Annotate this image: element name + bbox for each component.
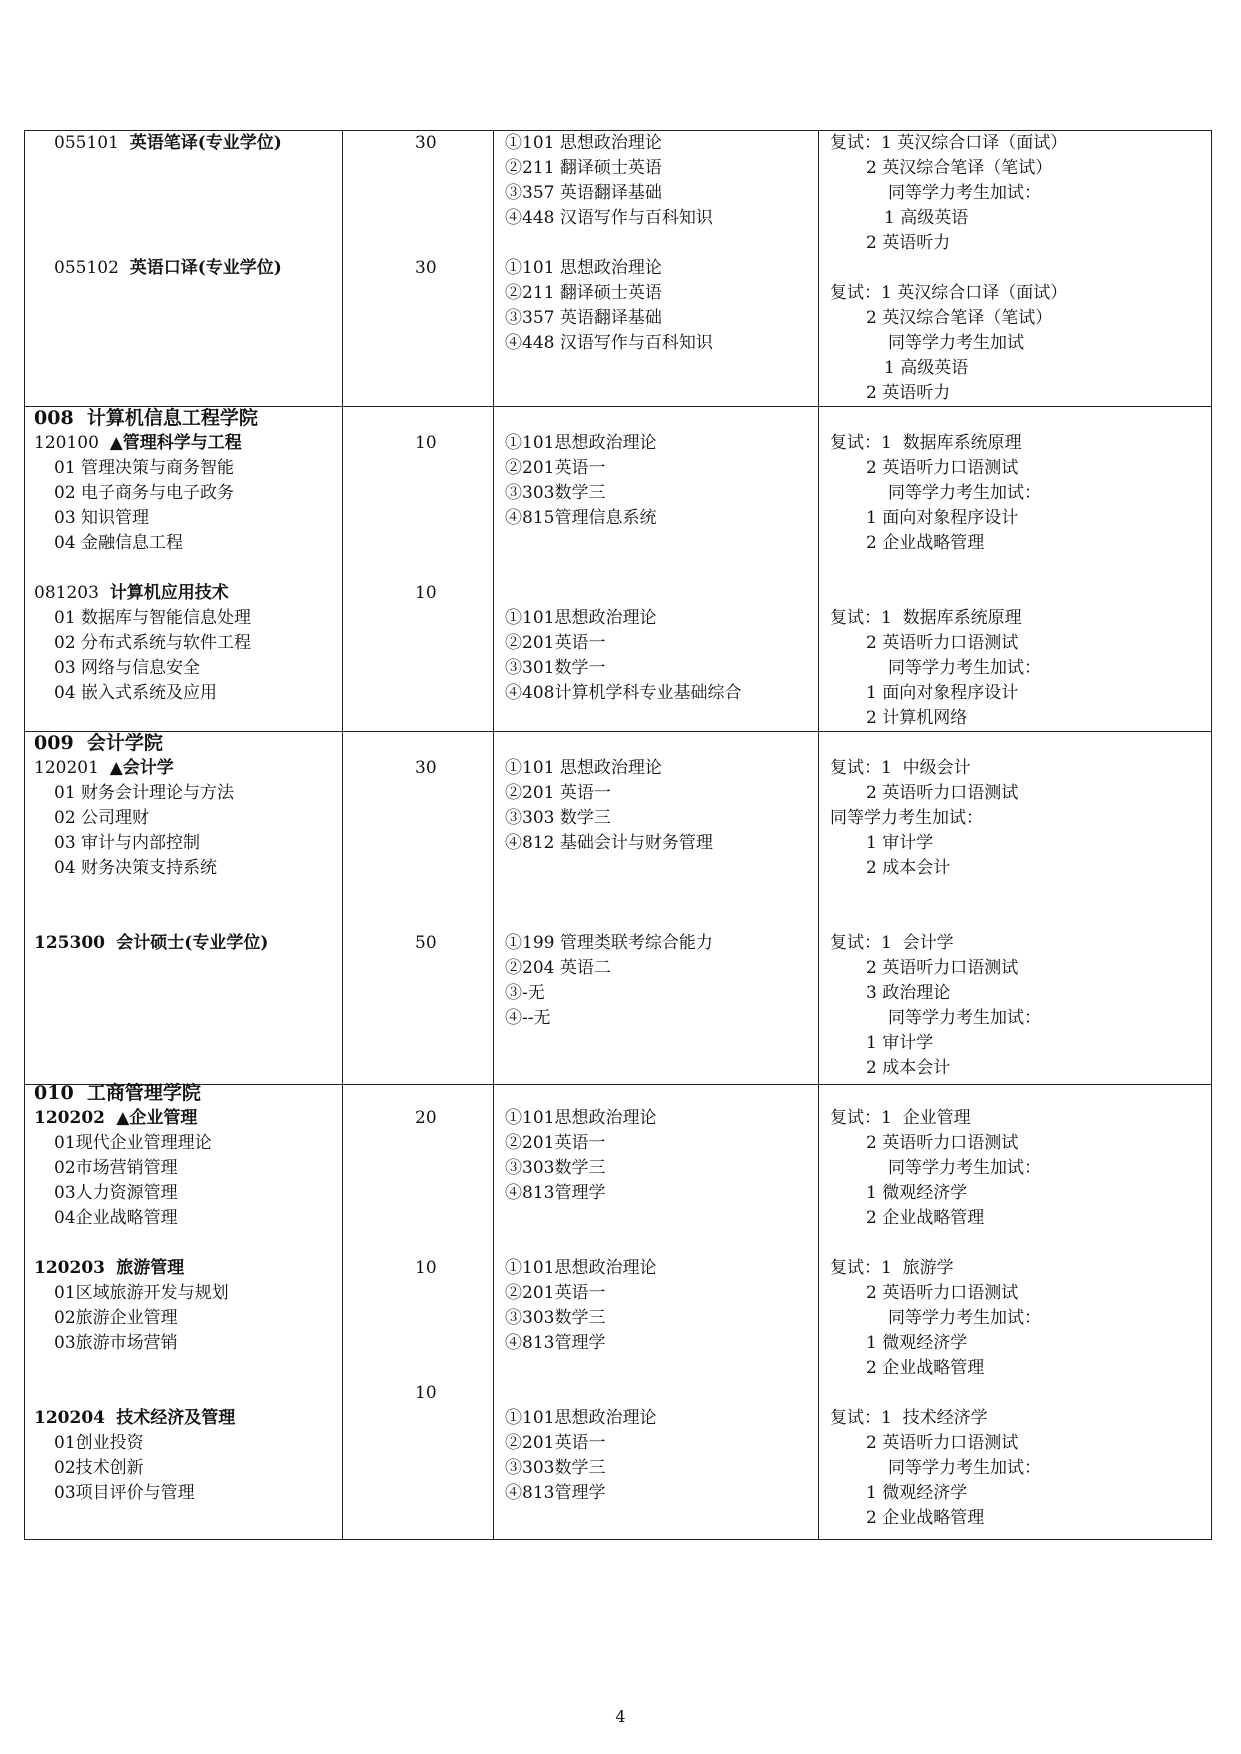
exam-subject: ②201英语一 <box>505 1283 606 1303</box>
program-title <box>54 256 282 281</box>
retest-item: 同等学力考生加试 <box>888 333 1024 353</box>
program-title <box>34 1106 197 1131</box>
exam-subject: ④813管理学 <box>505 1483 606 1503</box>
enrollment-quota: 10 <box>415 1258 437 1278</box>
exam-subject: ①101思想政治理论 <box>505 433 657 453</box>
exam-subject: ①101思想政治理论 <box>505 608 657 628</box>
retest-item: 2 英语听力口语测试 <box>866 633 1019 653</box>
retest-item: 2 计算机网络 <box>866 708 968 728</box>
program-name: ▲会计学 <box>109 758 174 778</box>
retest-item: 2 英语听力口语测试 <box>866 783 1019 803</box>
research-direction: 02旅游企业管理 <box>54 1308 178 1328</box>
exam-subject: ④448 汉语写作与百科知识 <box>505 208 713 228</box>
retest-item: 2 成本会计 <box>866 1058 951 1078</box>
program-name: 英语笔译(专业学位) <box>129 133 282 153</box>
enrollment-quota: 30 <box>415 758 437 778</box>
program-name: 计算机应用技术 <box>109 583 229 603</box>
retest-item: 1 面向对象程序设计 <box>866 508 1019 528</box>
exam-subject: ④--无 <box>505 1008 551 1028</box>
program-title <box>34 431 242 456</box>
retest-item: 同等学力考生加试： <box>888 1008 1041 1028</box>
exam-subject: ②211 翻译硕士英语 <box>505 158 662 178</box>
research-direction: 04企业战略管理 <box>54 1208 178 1228</box>
research-direction: 01创业投资 <box>54 1433 144 1453</box>
research-direction: 02市场营销管理 <box>54 1158 178 1178</box>
retest-item: 同等学力考生加试： <box>830 808 983 828</box>
enrollment-quota: 10 <box>415 583 437 603</box>
retest-item: 2 英汉综合笔译（笔试） <box>866 158 1053 178</box>
exam-subject: ④448 汉语写作与百科知识 <box>505 333 713 353</box>
exam-subject: ③301数学一 <box>505 658 606 678</box>
retest-item: 2 企业战略管理 <box>866 1208 985 1228</box>
program-title <box>34 1256 184 1281</box>
exam-subject: ①199 管理类联考综合能力 <box>505 933 713 953</box>
program-code: 120100 <box>34 433 105 453</box>
exam-subject: ①101思想政治理论 <box>505 1258 657 1278</box>
retest-item: 2 英语听力 <box>866 233 951 253</box>
program-name: ▲管理科学与工程 <box>109 433 242 453</box>
program-code: 120202 <box>34 1108 111 1128</box>
exam-subject: ②211 翻译硕士英语 <box>505 283 662 303</box>
research-direction: 02 电子商务与电子政务 <box>54 483 235 503</box>
program-code: 120203 <box>34 1258 111 1278</box>
research-direction: 02 分布式系统与软件工程 <box>54 633 252 653</box>
program-code: 055101 <box>54 133 125 153</box>
retest-item: 3 政治理论 <box>866 983 951 1003</box>
retest-item: 1 高级英语 <box>884 208 969 228</box>
program-name: 技术经济及管理 <box>116 1408 236 1428</box>
retest-item: 2 企业战略管理 <box>866 1358 985 1378</box>
column-divider <box>818 131 819 1539</box>
retest-item: 复试：1 中级会计 <box>830 758 971 778</box>
retest-item: 复试：1 企业管理 <box>830 1108 971 1128</box>
retest-item: 复试：1 技术经济学 <box>830 1408 988 1428</box>
program-code: 055102 <box>54 258 125 278</box>
exam-subject: ③-无 <box>505 983 545 1003</box>
retest-item: 同等学力考生加试： <box>888 1308 1041 1328</box>
program-title <box>34 931 268 956</box>
research-direction: 03旅游市场营销 <box>54 1333 178 1353</box>
program-code: 081203 <box>34 583 105 603</box>
exam-subject: ③357 英语翻译基础 <box>505 183 662 203</box>
program-name: ▲企业管理 <box>116 1108 198 1128</box>
program-name: 旅游管理 <box>116 1258 185 1278</box>
program-title <box>34 1406 235 1431</box>
retest-item: 1 审计学 <box>866 1033 934 1053</box>
exam-subject: ①101思想政治理论 <box>505 1408 657 1428</box>
retest-item: 2 企业战略管理 <box>866 533 985 553</box>
exam-subject: ③303数学三 <box>505 1158 606 1178</box>
exam-subject: ③303数学三 <box>505 483 606 503</box>
exam-subject: ③303数学三 <box>505 1308 606 1328</box>
enrollment-quota: 20 <box>415 1108 437 1128</box>
exam-subject: ④815管理信息系统 <box>505 508 657 528</box>
research-direction: 01 财务会计理论与方法 <box>54 783 235 803</box>
column-divider <box>342 131 343 1539</box>
exam-subject: ③303 数学三 <box>505 808 611 828</box>
program-name: 英语口译(专业学位) <box>129 258 282 278</box>
research-direction: 04 财务决策支持系统 <box>54 858 218 878</box>
retest-item: 2 英语听力口语测试 <box>866 458 1019 478</box>
program-code: 125300 <box>34 933 111 953</box>
exam-subject: ②201英语一 <box>505 1433 606 1453</box>
exam-subject: ②201英语一 <box>505 1133 606 1153</box>
retest-item: 复试：1 会计学 <box>830 933 954 953</box>
research-direction: 01 管理决策与商务智能 <box>54 458 235 478</box>
exam-subject: ②201英语一 <box>505 633 606 653</box>
retest-item: 2 英语听力 <box>866 383 951 403</box>
program-title <box>34 756 174 781</box>
research-direction: 02 公司理财 <box>54 808 150 828</box>
section-header: 010 工商管理学院 <box>34 1082 201 1104</box>
retest-item: 同等学力考生加试： <box>888 483 1041 503</box>
retest-item: 同等学力考生加试： <box>888 183 1041 203</box>
enrollment-quota: 30 <box>415 133 437 153</box>
exam-subject: ②204 英语二 <box>505 958 611 978</box>
column-divider <box>493 131 494 1539</box>
retest-item: 1 微观经济学 <box>866 1483 968 1503</box>
program-code: 120204 <box>34 1408 111 1428</box>
retest-item: 同等学力考生加试： <box>888 658 1041 678</box>
retest-item: 1 微观经济学 <box>866 1333 968 1353</box>
retest-item: 复试：1 数据库系统原理 <box>830 608 1022 628</box>
program-name: 会计硕士(专业学位) <box>116 933 269 953</box>
section-header: 008 计算机信息工程学院 <box>34 407 258 429</box>
exam-subject: ④812 基础会计与财务管理 <box>505 833 713 853</box>
research-direction: 01区域旅游开发与规划 <box>54 1283 229 1303</box>
retest-item: 复试：1 旅游学 <box>830 1258 954 1278</box>
exam-subject: ①101 思想政治理论 <box>505 133 662 153</box>
retest-item: 2 英语听力口语测试 <box>866 1133 1019 1153</box>
section-divider <box>25 1084 1211 1085</box>
section-header: 009 会计学院 <box>34 732 163 754</box>
retest-item: 2 成本会计 <box>866 858 951 878</box>
program-title <box>34 581 229 606</box>
exam-subject: ④813管理学 <box>505 1333 606 1353</box>
enrollment-quota: 10 <box>415 433 437 453</box>
retest-item: 1 面向对象程序设计 <box>866 683 1019 703</box>
retest-item: 同等学力考生加试： <box>888 1158 1041 1178</box>
retest-item: 同等学力考生加试： <box>888 1458 1041 1478</box>
exam-subject: ③357 英语翻译基础 <box>505 308 662 328</box>
retest-item: 1 高级英语 <box>884 358 969 378</box>
research-direction: 02技术创新 <box>54 1458 144 1478</box>
exam-subject: ②201英语一 <box>505 458 606 478</box>
retest-item: 2 英语听力口语测试 <box>866 1283 1019 1303</box>
research-direction: 04 嵌入式系统及应用 <box>54 683 218 703</box>
exam-subject: ④813管理学 <box>505 1183 606 1203</box>
retest-item: 2 企业战略管理 <box>866 1508 985 1528</box>
exam-subject: ①101 思想政治理论 <box>505 758 662 778</box>
retest-item: 复试：1 英汉综合口译（面试） <box>830 283 1068 303</box>
exam-subject: ①101 思想政治理论 <box>505 258 662 278</box>
research-direction: 03 知识管理 <box>54 508 150 528</box>
enrollment-quota: 30 <box>415 258 437 278</box>
section-divider <box>25 731 1211 732</box>
exam-subject: ③303数学三 <box>505 1458 606 1478</box>
program-code: 120201 <box>34 758 105 778</box>
retest-item: 2 英汉综合笔译（笔试） <box>866 308 1053 328</box>
retest-item: 1 审计学 <box>866 833 934 853</box>
exam-subject: ①101思想政治理论 <box>505 1108 657 1128</box>
research-direction: 03 审计与内部控制 <box>54 833 201 853</box>
program-title <box>54 131 282 156</box>
enrollment-quota: 10 <box>415 1383 437 1403</box>
retest-item: 复试：1 英汉综合口译（面试） <box>830 133 1068 153</box>
exam-subject: ②201 英语一 <box>505 783 611 803</box>
page-number: 4 <box>615 1707 626 1726</box>
retest-item: 2 英语听力口语测试 <box>866 958 1019 978</box>
research-direction: 03项目评价与管理 <box>54 1483 195 1503</box>
research-direction: 01现代企业管理理论 <box>54 1133 212 1153</box>
research-direction: 01 数据库与智能信息处理 <box>54 608 252 628</box>
research-direction: 04 金融信息工程 <box>54 533 184 553</box>
retest-item: 1 微观经济学 <box>866 1183 968 1203</box>
research-direction: 03人力资源管理 <box>54 1183 178 1203</box>
retest-item: 复试：1 数据库系统原理 <box>830 433 1022 453</box>
research-direction: 03 网络与信息安全 <box>54 658 201 678</box>
retest-item: 2 英语听力口语测试 <box>866 1433 1019 1453</box>
enrollment-quota: 50 <box>415 933 437 953</box>
exam-subject: ④408计算机学科专业基础综合 <box>505 683 742 703</box>
